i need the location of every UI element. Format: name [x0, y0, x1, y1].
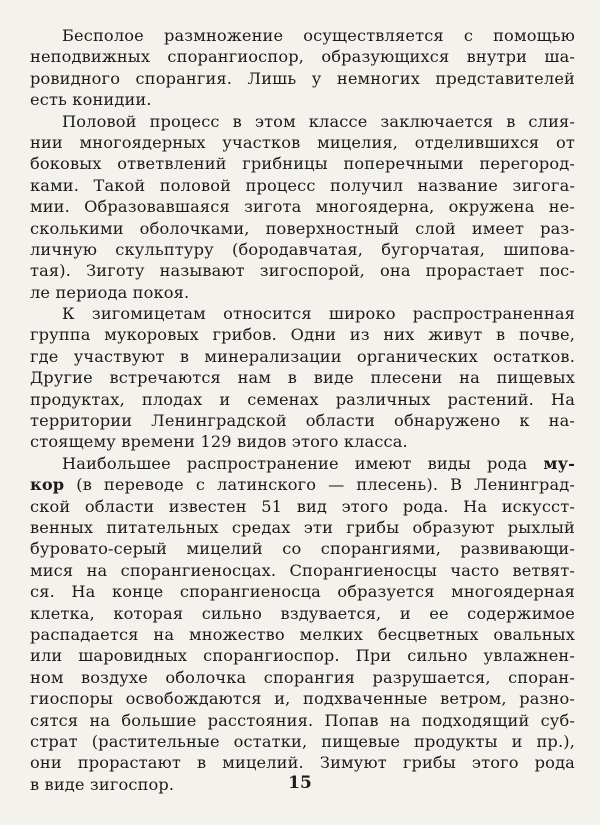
text-line: Другие встречаются нам в виде плесени на пищевых: [30, 368, 575, 388]
text-line: сколькими оболочками, поверхностный слой имеет раз-: [30, 218, 575, 238]
text-line: К зигомицетам относится широко распространенная: [62, 304, 575, 324]
text-line: гиоспоры освобождаются и, подхваченные ветром, разно-: [30, 689, 575, 709]
paragraph-sexual-process: [30, 111, 575, 304]
text-line: или шаровидных спорангиоспор. При сильно увлажнен-: [30, 646, 575, 666]
text-line: распадается на множество мелких бесцветных овальных: [30, 624, 575, 644]
text-line: Бесполое размножение осуществляется с помощью: [62, 26, 575, 45]
bold-term: кор: [30, 475, 65, 495]
text-line: ками. Такой половой процесс получил название зигога-: [30, 175, 575, 195]
text-line: продуктах, плодах и семенах различных растений. На: [30, 389, 575, 409]
text-line: Половой процесс в этом классе заключается в слия-: [62, 111, 575, 131]
text-line: сятся на большие расстояния. Попав на подходящий суб-: [30, 710, 575, 730]
text-line: нии многоядерных участков мицелия, отделившихся от: [30, 132, 575, 152]
text-line: ле периода покоя.: [30, 282, 190, 302]
paragraph-mucor: [30, 453, 575, 795]
text-line: ровидного спорангия. Лишь у немногих представителей: [30, 68, 575, 88]
text-line: страт (растительные остатки, пищевые продукты и пр.),: [30, 731, 575, 751]
text-line: тая). Зиготу называют зигоспорой, она прорастает пос-: [30, 261, 575, 281]
text-line: клетка, которая сильно вздувается, и ее содержимое: [30, 603, 575, 623]
text-line: есть конидии.: [30, 90, 152, 110]
text-fragment: Наибольшее распространение имеют виды рода: [62, 453, 544, 473]
text-fragment: (в переводе с латинского — плесень). В Ленинград-: [64, 475, 575, 495]
text-line: боковых ответвлений грибницы поперечными перегород-: [30, 154, 575, 174]
text-line: личную скульптуру (бородавчатая, бугорчатая, шипова-: [30, 239, 575, 259]
text-line: ном воздухе оболочка спорангия разрушается, споран-: [30, 667, 575, 687]
text-line: они прорастают в мицелий. Зимуют грибы этого рода: [30, 753, 575, 773]
text-line: [30, 474, 575, 495]
text-line: [30, 453, 575, 474]
text-line: стоящему времени 129 видов этого класса.: [30, 432, 408, 452]
page-number: 15: [288, 773, 312, 793]
paragraph-asexual-reproduction: [30, 25, 575, 111]
text-line: мии. Образовавшаяся зигота многоядерна, окружена не-: [30, 197, 575, 217]
text-line: ся. На конце спорангиеносца образуется многоядерная: [30, 582, 575, 602]
text-line: неподвижных спорангиоспор, образующихся внутри ша-: [30, 47, 575, 67]
text-line: в виде зигоспор.: [30, 774, 175, 794]
text-line: территории Ленинградской области обнаружено к на-: [30, 411, 575, 431]
text-line: ской области известен 51 вид этого рода. На искусст-: [30, 496, 575, 516]
bold-term: му-: [543, 453, 575, 473]
text-line: мися на спорангиеносцах. Спорангиеносцы часто ветвят-: [30, 560, 575, 580]
paragraph-zygomycetes: [30, 303, 575, 453]
text-line: группа мукоровых грибов. Одни из них живут в почве,: [30, 325, 575, 345]
text-line: где участвуют в минерализации органических остатков.: [30, 346, 575, 366]
text-line: венных питательных средах эти грибы образуют рыхлый: [30, 517, 575, 537]
page-body: [30, 25, 575, 795]
text-line: буровато-серый мицелий со спорангиями, развивающи-: [30, 539, 575, 559]
